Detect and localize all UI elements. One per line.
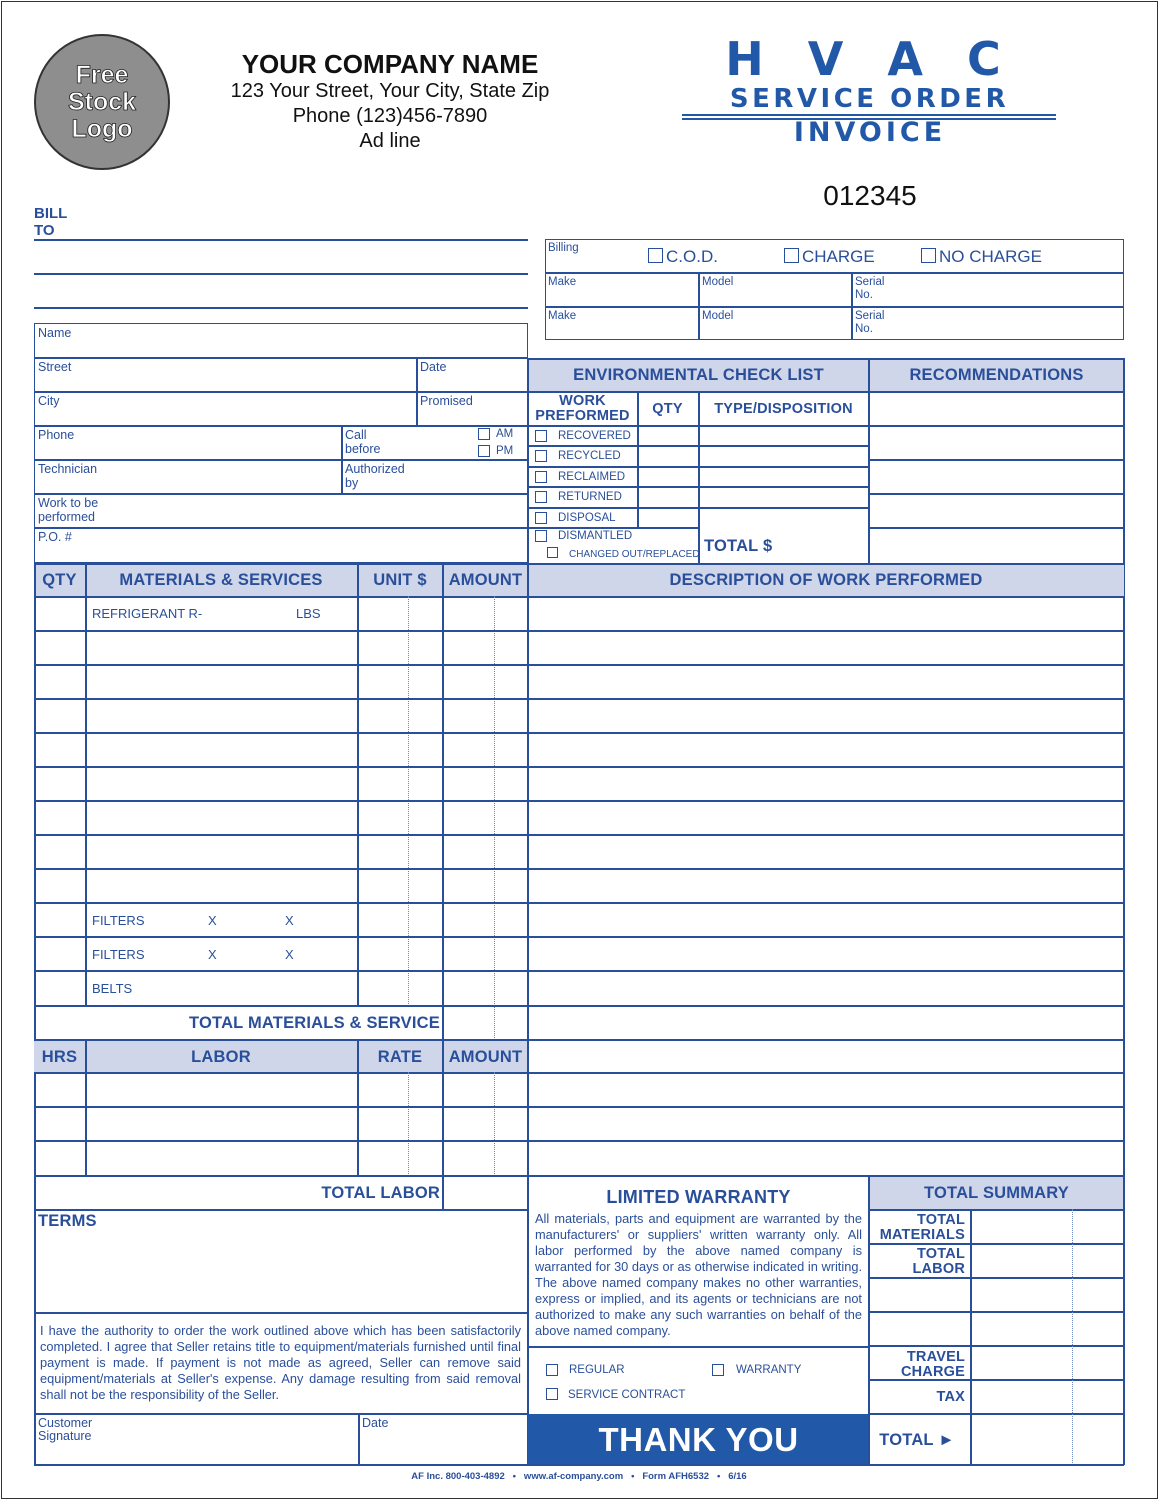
summary-total: TOTAL ► bbox=[879, 1431, 955, 1449]
promised-field[interactable]: Promised bbox=[420, 394, 473, 408]
pm-checkbox[interactable] bbox=[478, 445, 490, 457]
disposal-label: DISPOSAL bbox=[558, 512, 616, 524]
filters-x-2b: X bbox=[285, 947, 294, 962]
logo-line: Stock bbox=[67, 88, 137, 116]
cod-label: C.O.D. bbox=[666, 247, 718, 266]
regular-label: REGULAR bbox=[569, 1364, 625, 1376]
returned-checkbox[interactable] bbox=[535, 491, 547, 503]
sum-line: MATERIALS bbox=[879, 1226, 965, 1243]
model-field-1[interactable]: Model bbox=[702, 276, 734, 288]
name-field[interactable]: Name bbox=[38, 326, 72, 340]
title-rule bbox=[682, 114, 1056, 116]
cod-checkbox[interactable] bbox=[648, 248, 663, 263]
labor-header: LABOR bbox=[191, 1048, 251, 1066]
serial-line: No. bbox=[855, 289, 873, 301]
dismantled-checkbox[interactable] bbox=[535, 530, 547, 542]
authorized-line: by bbox=[345, 476, 359, 490]
bill-to-line: BILL bbox=[34, 205, 68, 222]
wp-line: WORK bbox=[559, 393, 606, 409]
sum-line: TRAVEL bbox=[906, 1349, 965, 1365]
refrigerant-label: REFRIGERANT R- bbox=[92, 606, 203, 621]
footer-text: AF Inc. 800-403-4892 • www.af-company.com • Form AFH6532 • 6/16 bbox=[411, 1471, 747, 1482]
pm-label: PM bbox=[496, 445, 514, 457]
recycled-label: RECYCLED bbox=[558, 450, 621, 462]
type-disposition-header: TYPE/DISPOSITION bbox=[714, 401, 853, 417]
env-total-label: TOTAL $ bbox=[704, 537, 773, 555]
po-field[interactable]: P.O. # bbox=[38, 530, 72, 544]
company-phone: Phone (123)456-7890 bbox=[292, 105, 488, 127]
sig-line: Signature bbox=[38, 1429, 92, 1443]
filters-x-1b: X bbox=[285, 913, 294, 928]
summary-travel-charge bbox=[869, 1350, 965, 1379]
make-field-2[interactable]: Make bbox=[548, 310, 577, 322]
unit-header: UNIT $ bbox=[373, 571, 427, 589]
serial-field-2[interactable] bbox=[855, 310, 884, 336]
returned-label: RETURNED bbox=[558, 491, 622, 503]
sum-line: TOTAL bbox=[917, 1212, 965, 1228]
bill-to-line-3[interactable] bbox=[34, 307, 528, 309]
warranty-text: All materials, parts and equipment are warranted by the manufacturers' or suppliers' written warranty only. All labor performed by the above named company is warranted for 30 days or as otherwise indicated in writing. The above named company makes no other warranties, express or implied, and its agents or technicians are not authorized to make any such warranties on behalf of the above named company. bbox=[535, 1211, 862, 1338]
company-address: 123 Your Street, Your City, State Zip bbox=[230, 80, 550, 102]
recommendations-title: RECOMMENDATIONS bbox=[909, 366, 1084, 384]
technician-field[interactable]: Technician bbox=[38, 462, 98, 476]
title-service-order: SERVICE ORDER bbox=[729, 84, 1010, 114]
materials-services-header: MATERIALS & SERVICES bbox=[119, 571, 323, 589]
work-performed-header bbox=[528, 394, 637, 424]
bill-to-line-2[interactable] bbox=[34, 273, 528, 275]
charge-label: CHARGE bbox=[802, 247, 875, 266]
wp-line: PREFORMED bbox=[535, 408, 630, 424]
disposal-checkbox[interactable] bbox=[535, 512, 547, 524]
bill-to-line-1[interactable] bbox=[34, 239, 528, 241]
summary-tax: TAX bbox=[936, 1389, 965, 1405]
service-contract-label: SERVICE CONTRACT bbox=[568, 1389, 686, 1401]
recovered-label: RECOVERED bbox=[558, 430, 631, 442]
summary-total-materials bbox=[869, 1213, 965, 1242]
recycled-checkbox[interactable] bbox=[535, 450, 547, 462]
signature-date-field[interactable]: Date bbox=[362, 1416, 389, 1430]
changed-out-label: CHANGED OUT/REPLACED bbox=[569, 549, 700, 560]
total-labor-label: TOTAL LABOR bbox=[321, 1184, 440, 1202]
logo-line: Free bbox=[75, 61, 129, 89]
lbs-label: LBS bbox=[296, 606, 321, 621]
terms-title: TERMS bbox=[38, 1212, 97, 1230]
am-label: AM bbox=[496, 428, 514, 440]
call-before-field[interactable] bbox=[345, 429, 380, 456]
bottom-rule bbox=[34, 1464, 1124, 1466]
call-before-line: Call bbox=[345, 428, 367, 442]
filters-x-1a: X bbox=[208, 913, 217, 928]
logo-line: Logo bbox=[71, 115, 133, 143]
am-checkbox[interactable] bbox=[478, 428, 490, 440]
total-summary-title: TOTAL SUMMARY bbox=[924, 1184, 1069, 1202]
warranty-title: LIMITED WARRANTY bbox=[606, 1187, 791, 1207]
serial-line: Serial bbox=[855, 310, 885, 322]
dismantled-label: DISMANTLED bbox=[558, 530, 633, 542]
work-to-be-performed-field[interactable] bbox=[38, 497, 98, 524]
hrs-header: HRS bbox=[41, 1048, 78, 1066]
call-before-line: before bbox=[345, 442, 381, 456]
warranty-label: WARRANTY bbox=[736, 1364, 802, 1376]
no-charge-label: NO CHARGE bbox=[939, 247, 1042, 266]
belts-label: BELTS bbox=[92, 981, 133, 996]
rate-header: RATE bbox=[377, 1048, 423, 1066]
date-field[interactable]: Date bbox=[420, 360, 447, 374]
labor-amount-header: AMOUNT bbox=[448, 1048, 523, 1066]
reclaimed-checkbox[interactable] bbox=[535, 471, 547, 483]
customer-signature-field[interactable] bbox=[38, 1417, 92, 1443]
filters-x-2a: X bbox=[208, 947, 217, 962]
authorized-by-field[interactable] bbox=[345, 463, 405, 490]
no-charge-checkbox[interactable] bbox=[921, 248, 936, 263]
city-field[interactable]: City bbox=[38, 394, 60, 408]
warranty-checkbox[interactable] bbox=[712, 1364, 724, 1376]
charge-checkbox[interactable] bbox=[784, 248, 799, 263]
amount-header: AMOUNT bbox=[448, 571, 523, 589]
filters-label-1: FILTERS bbox=[92, 913, 145, 928]
title-hvac: H V A C bbox=[725, 32, 1015, 86]
work-line: performed bbox=[38, 510, 95, 524]
authorized-line: Authorized bbox=[345, 462, 405, 476]
sum-line: CHARGE bbox=[900, 1363, 965, 1380]
terms-text: I have the authority to order the work outlined above which has been satisfactorily completed. I agree that Seller retains title to equipment/materials furnished until final payment is made. If payment is not made as agreed, Seller can remove said equipment/materials at Seller's expense. Any damage resulting from said removal shall not be the responsibility of the Seller. bbox=[40, 1323, 521, 1402]
street-field[interactable]: Street bbox=[38, 360, 72, 374]
serial-field-1[interactable] bbox=[855, 276, 884, 302]
sum-line: LABOR bbox=[912, 1260, 965, 1277]
reclaimed-label: RECLAIMED bbox=[558, 471, 626, 483]
summary-total-labor bbox=[869, 1247, 965, 1276]
thank-you-text: THANK YOU bbox=[598, 1421, 799, 1458]
recovered-checkbox[interactable] bbox=[535, 430, 547, 442]
regular-checkbox[interactable] bbox=[546, 1364, 558, 1376]
bill-to-label bbox=[34, 205, 67, 239]
changed-out-checkbox[interactable] bbox=[547, 547, 558, 558]
billing-label: Billing bbox=[548, 242, 579, 254]
env-checklist-title: ENVIRONMENTAL CHECK LIST bbox=[573, 366, 824, 384]
make-field-1[interactable]: Make bbox=[548, 276, 577, 288]
serial-line: Serial bbox=[855, 276, 885, 288]
bill-to-line: TO bbox=[34, 222, 55, 239]
company-block bbox=[185, 50, 595, 154]
phone-field[interactable]: Phone bbox=[38, 428, 75, 442]
model-field-2[interactable]: Model bbox=[702, 310, 734, 322]
qty-header: QTY bbox=[42, 571, 77, 589]
total-materials-label: TOTAL MATERIALS & SERVICE bbox=[189, 1014, 440, 1032]
work-line: Work to be bbox=[38, 496, 99, 510]
env-qty-header: QTY bbox=[652, 401, 683, 417]
sig-line: Customer bbox=[38, 1416, 93, 1430]
filters-label-2: FILTERS bbox=[92, 947, 145, 962]
service-contract-checkbox[interactable] bbox=[546, 1388, 558, 1400]
serial-line: No. bbox=[855, 323, 873, 335]
description-header: DESCRIPTION OF WORK PERFORMED bbox=[669, 571, 983, 589]
title-invoice: INVOICE bbox=[793, 117, 947, 148]
company-name: YOUR COMPANY NAME bbox=[241, 49, 539, 79]
invoice-number: 012345 bbox=[823, 180, 917, 211]
stock-logo-text bbox=[34, 62, 170, 143]
company-ad-line: Ad line bbox=[359, 130, 421, 152]
sum-line: TOTAL bbox=[917, 1246, 965, 1262]
